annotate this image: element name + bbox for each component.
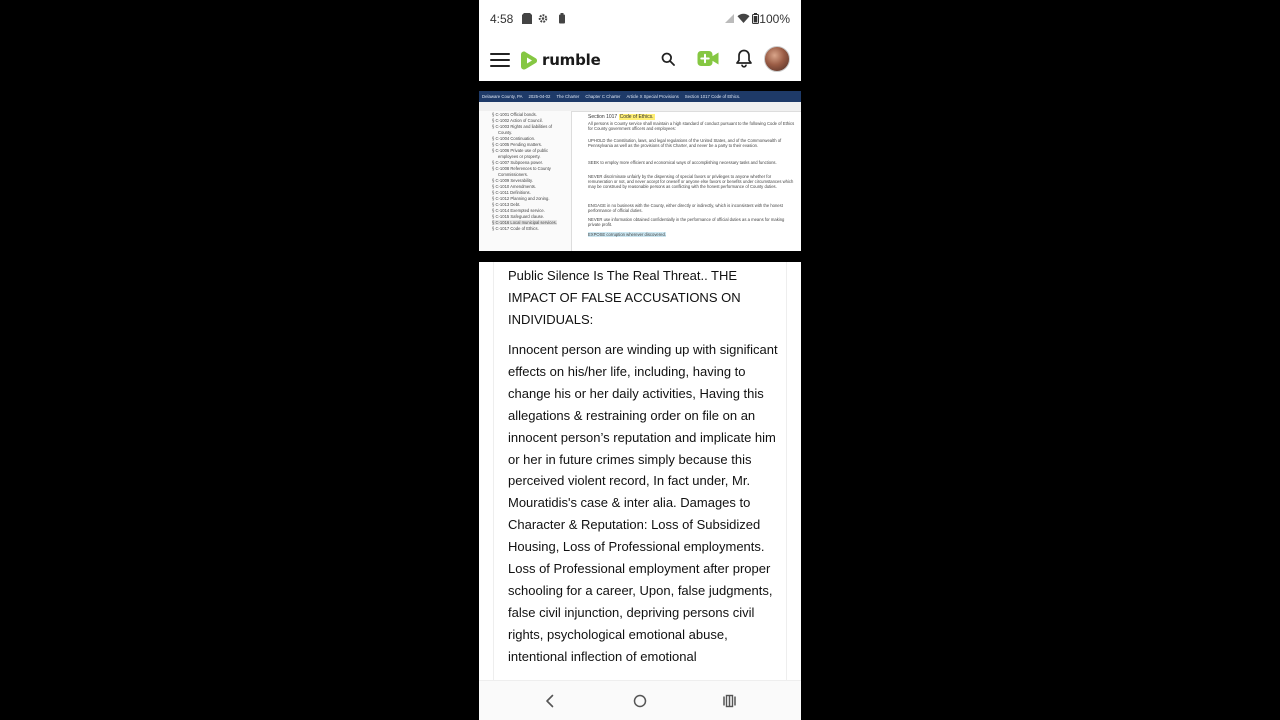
- battery-percent: [752, 12, 790, 26]
- video-paragraph: All persons in County service shall maintain a high standard of conduct pursuant to the following Code of Ethics for County government officers and employees:: [588, 121, 795, 132]
- video-nav-item: 2025-04-02: [528, 94, 551, 99]
- video-sidebar-item: § C-1011 Definitions.: [492, 190, 531, 195]
- video-sidebar-item: § C-1008 References to County: [492, 166, 551, 171]
- video-sidebar-item: § C-1004 Continuation.: [492, 136, 536, 141]
- video-nav-item: Section 1017 Code of Ethics.: [684, 94, 741, 99]
- app-header: [479, 38, 801, 81]
- video-sidebar-item: § C-1012 Planning and zoning.: [492, 196, 550, 201]
- battery-text: 100%: [759, 12, 790, 26]
- video-sidebar-item: § C-1001 Official bonds.: [492, 112, 537, 117]
- brand-name: rumble: [542, 51, 601, 69]
- video-sidebar-item: § C-1015 Safeguard clause.: [492, 214, 545, 219]
- video-sidebar-item: § C-1006 Private use of public: [492, 148, 549, 153]
- video-sidebar-item: § C-1010 Amendments.: [492, 184, 536, 189]
- video-nav-item: Delaware County, PA: [482, 94, 523, 99]
- sd-card-icon: [522, 13, 532, 24]
- video-nav-item: Chapter C Charter: [585, 94, 621, 99]
- video-frame: [479, 91, 801, 251]
- video-description: [493, 262, 787, 680]
- search-icon[interactable]: [661, 52, 675, 66]
- video-sidebar-item: § C-1016 Local municipal services.: [492, 220, 557, 225]
- video-section-title: Code of Ethics.: [619, 114, 654, 120]
- battery-small-icon: [557, 13, 567, 24]
- video-sidebar-item: § C-1009 Severability.: [492, 178, 533, 183]
- system-navigation-bar: [479, 680, 801, 720]
- video-paragraph: SEEK to employ more efficient and economical ways of accomplishing necessary tasks and functions.: [588, 160, 777, 165]
- back-icon[interactable]: [544, 693, 556, 709]
- video-sidebar-item: § C-1014 Exempted service.: [492, 208, 545, 213]
- settings-gear-icon: [538, 13, 548, 24]
- video-breadcrumb: [479, 91, 801, 102]
- description-body: Innocent person are winding up with significant effects on his/her life, including, having to change his or her daily activities, Having this allegations & restraining order on file on an innocent person’s reputation and implicate him or her in future crimes simply because this perceived violent record, In fact under, Mr. Mouratidis's case & inter alia. Damages to Character & Reputation: Loss of Subsidized Housing, Loss of Professional employments. Loss of Professional employment after proper schooling for a career, Upon, false judgments, false civil injunction, depriving persons civil rights, psychological emotional abuse, intentional inflection of emotional: [508, 342, 778, 664]
- video-paragraph: NEVER use information obtained confidentially in the performance of official duties as a means for making private profit.: [588, 217, 785, 228]
- video-section-heading: [588, 114, 655, 120]
- video-player[interactable]: [479, 81, 801, 262]
- notifications-bell-icon[interactable]: [736, 49, 752, 68]
- video-sidebar-item: § C-1002 Action of Council.: [492, 118, 543, 123]
- video-paragraph: EXPOSE corruption wherever discovered.: [588, 232, 666, 237]
- video-sidebar-item: § C-1017 Code of Ethics.: [492, 226, 539, 231]
- status-time: 4:58: [490, 12, 514, 26]
- status-bar: [479, 0, 801, 38]
- user-avatar[interactable]: [764, 46, 790, 72]
- video-sidebar-item: § C-1007 Subpoena power.: [492, 160, 543, 165]
- wifi-icon: [737, 13, 750, 24]
- phone-screen: [479, 0, 801, 720]
- home-icon[interactable]: [633, 693, 647, 709]
- rumble-play-icon: [520, 50, 539, 71]
- video-nav-item: Article X Special Provisions: [626, 94, 679, 99]
- video-sidebar-item: § C-1013 Debt.: [492, 202, 521, 207]
- video-sidebar-item: Commissioners.: [498, 172, 529, 177]
- video-nav-item: The Charter: [556, 94, 580, 99]
- video-paragraph: ENGAGE in no business with the County, either directly or indirectly, which is inconsistent with the honest performance of official duties.: [588, 203, 783, 214]
- video-sidebar: [479, 111, 572, 251]
- rumble-logo[interactable]: [520, 49, 601, 71]
- menu-hamburger-icon[interactable]: [490, 52, 510, 68]
- video-sidebar-item: § C-1005 Pending matters.: [492, 142, 543, 147]
- video-paragraph: NEVER discriminate unfairly by the dispensing of special favors or privileges to anyone whether for remuneration or not, and never accept for oneself or anyone else favors or benefits under circumstances which may be construed by reasonable persons as conflicting with the honest performance of County duties.: [588, 174, 794, 190]
- signal-icon: [724, 13, 735, 24]
- video-main-content: [586, 113, 798, 249]
- description-title: Public Silence Is The Real Threat.. THE IMPACT OF FALSE ACCUSATIONS ON INDIVIDUALS:: [508, 268, 741, 327]
- upload-video-icon[interactable]: [697, 50, 720, 67]
- video-section-prefix: Section 1017: [588, 114, 618, 120]
- video-sidebar-item: County.: [498, 130, 513, 135]
- video-sidebar-item: employees or property.: [498, 154, 541, 159]
- video-paragraph: UPHOLD the Constitution, laws, and legal regulations of the United States, and of the Commonwealth of Pennsylvania as well as the provisions of this Charter, and never be a party to their evasion.: [588, 138, 782, 149]
- recent-apps-icon[interactable]: [722, 693, 737, 709]
- video-sidebar-item: § C-1003 Rights and liabilities of: [492, 124, 553, 129]
